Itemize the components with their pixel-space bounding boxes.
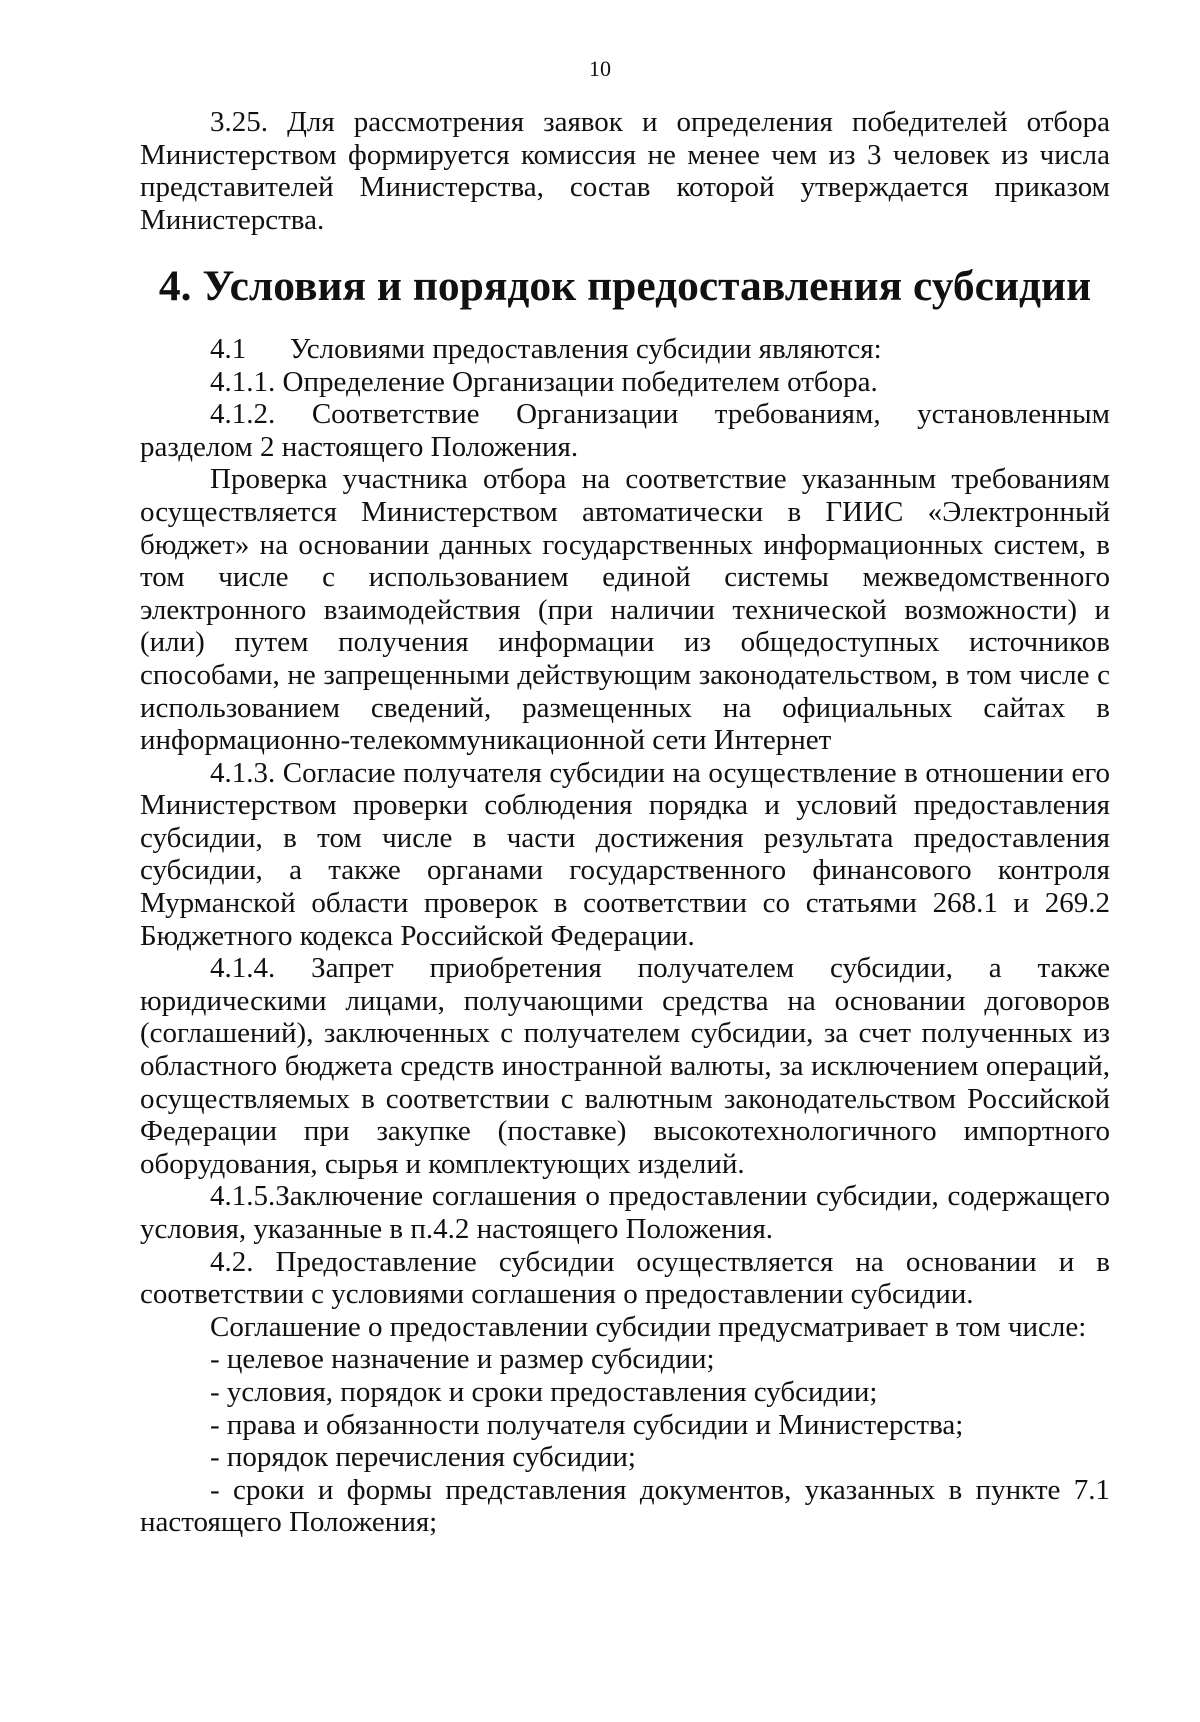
paragraph-4-1-3: 4.1.3. Согласие получателя субсидии на осуществление в отношении его Министерством проверки соблюдения порядка и условий предоставления субсидии, в том числе в части достижения результата предоставления субсидии, а также органами государственного финансового контроля Мурманской области проверок в соответствии со статьями 268.1 и 269.2 Бюджетного кодекса Российской Федерации. [140,756,1110,952]
paragraph-4-2: 4.2. Предоставление субсидии осуществляется на основании и в соответствии с условиями соглашения о предоставлении субсидии. [140,1245,1110,1311]
list-item: - права и обязанности получателя субсидии и Министерства; [210,1408,964,1441]
page-number: 10 [589,56,611,81]
paragraph-4-1-2: 4.1.2. Соответствие Организации требованиям, установленным разделом 2 настоящего Положения. [140,398,1110,463]
list-item: - сроки и формы представления документов, указанных в пункте 7.1 настоящего Положения; [140,1473,1110,1539]
paragraph-4-1-4: 4.1.4. Запрет приобретения получателем субсидии, а также юридическими лицами, получающими средства на основании договоров (соглашений), заключенных с получателем субсидии, за счет полученных из областного бюджета средств иностранной валюты, за исключением операций, осуществляемых в соответствии с валютным законодательством Российской Федерации при закупке (поставке) высокотехнологичного импортного оборудования, сырья и комплектующих изделий. [140,952,1110,1180]
section-heading: 4. Условия и порядок предоставления субсидии [158,262,1092,311]
paragraph-4-1: 4.1 Условиями предоставления субсидии являются: [210,332,882,365]
paragraph-4-1-1: 4.1.1. Определение Организации победителем отбора. [210,365,878,398]
list-item: - целевое назначение и размер субсидии; [210,1343,715,1376]
list-item: - порядок перечисления субсидии; [210,1441,636,1474]
paragraph-3-25: 3.25. Для рассмотрения заявок и определения победителей отбора Министерством формируется комиссия не менее чем из 3 человек из числа представителей Министерства, состав которой утверждается приказом Министерства. [140,106,1110,236]
paragraph-agreement: Соглашение о предоставлении субсидии предусматривает в том числе: [210,1310,1087,1343]
list-item: - условия, порядок и сроки предоставления субсидии; [210,1375,878,1408]
document-body [140,106,1110,1539]
paragraph-4-1-5: 4.1.5.Заключение соглашения о предоставлении субсидии, содержащего условия, указанные в п.4.2 настоящего Положения. [140,1180,1110,1245]
paragraph-verification: Проверка участника отбора на соответствие указанным требованиям осуществляется Министерством автоматически в ГИИС «Электронный бюджет» на основании данных государственных информационных систем, в том числе с использованием единой системы межведомственного электронного взаимодействия (при наличии технической возможности) и (или) путем получения информации из общедоступных источников способами, не запрещенными действующим законодательством, в том числе с использованием сведений, размещенных на официальных сайтах в информационно-телекоммуникационной сети Интернет [140,463,1110,757]
